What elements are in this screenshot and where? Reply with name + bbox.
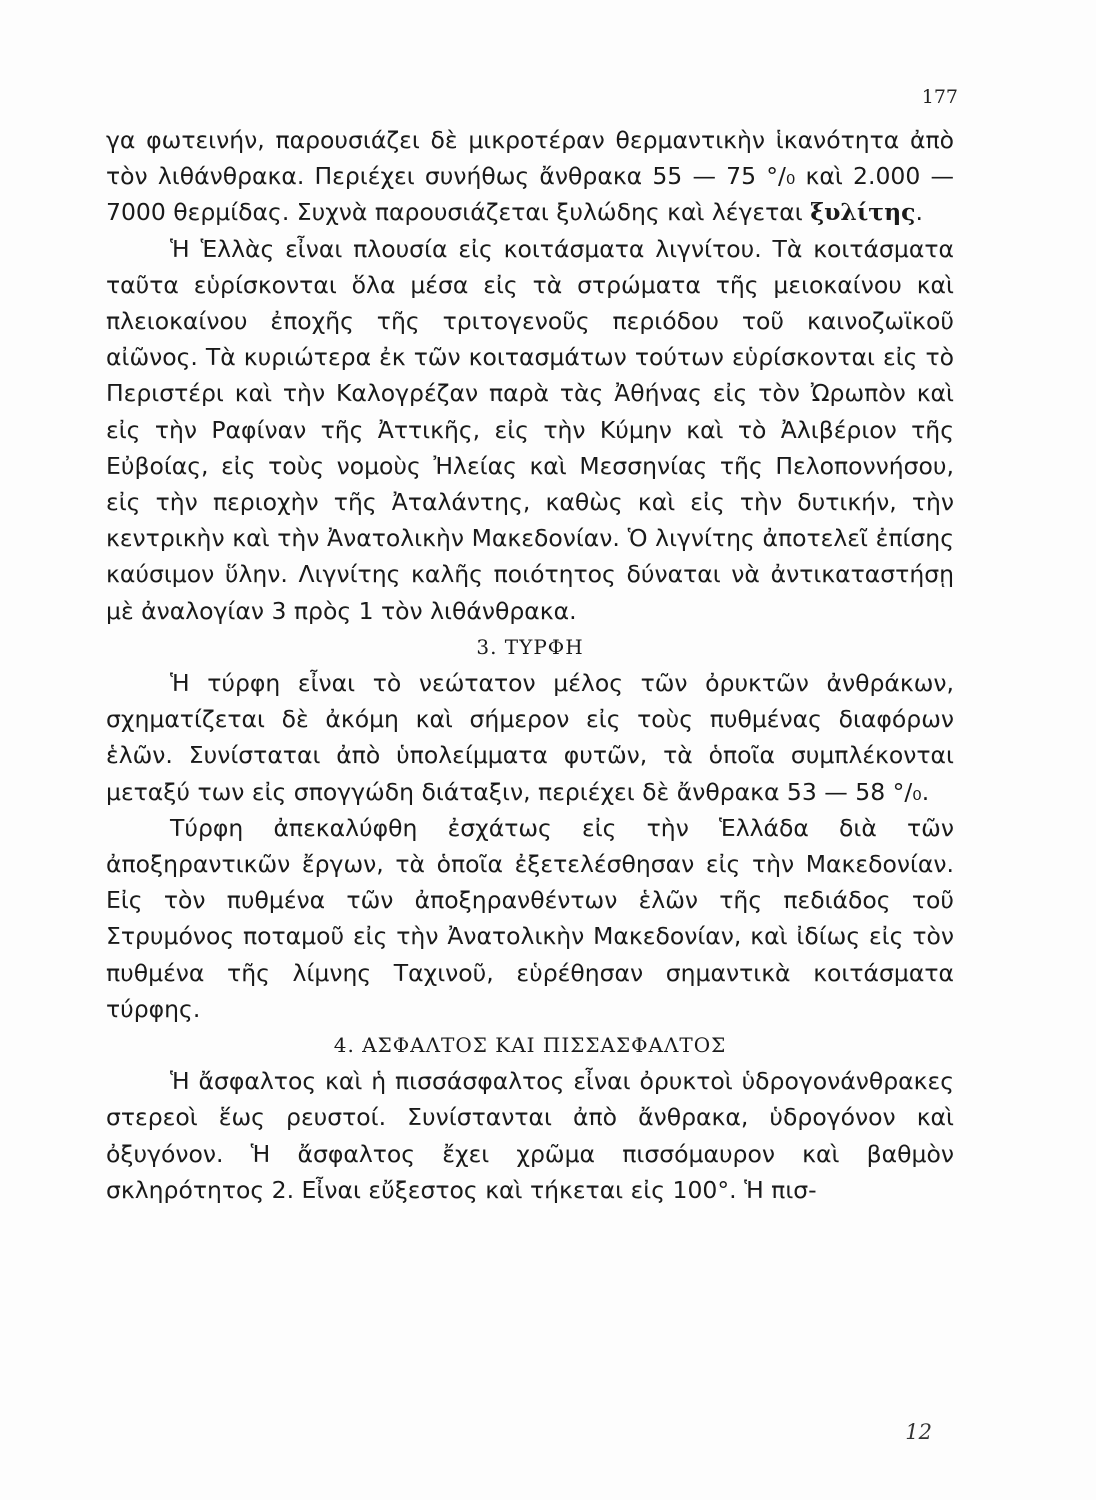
section-heading-peat: 3. ΤΥΡΦΗ [476,634,584,659]
term-xylitis: ξυλίτης [810,198,916,227]
paragraph-peat-greece: Τύρφη ἀπεκαλύφθη ἐσχάτως εἰς τὴν Ἑλλάδα διὰ τῶν ἀποξηραντικῶν ἔργων, τὰ ὁποῖα ἐξετελέσθησαν εἰς τὴν Μακεδονίαν. Εἰς τὸν πυθμένα τῶν ἀποξηρανθέντων ἑλῶν τῆς πεδιάδος τοῦ Στρυμόνος ποταμοῦ εἰς τὴν Ἀνατολικὴν Μακεδονίαν, καὶ ἰδίως εἰς τὸν πυθμένα τῆς λίμνης Ταχινοῦ, εὑρέθησαν σημαντικὰ κοιτάσματα τύρφης. [106,813,954,1023]
paragraph-continued-text: γα φωτεινήν, παρουσιάζει δὲ μικροτέραν θερμαντικὴν ἱκανότητα ἀπὸ τὸν λιθάνθρακα. Περιέχει συνήθως ἄνθρακα 55 — 75 °/₀ καὶ 2.000 — 7000 θερμίδας. Συχνὰ παρουσιάζεται ξυλώδης καὶ λέγεται [106,126,954,227]
signature-mark: 12 [905,1420,932,1444]
section-heading-asphalt: 4. ΑΣΦΑΛΤΟΣ ΚΑΙ ΠΙΣΣΑΣΦΑΛΤΟΣ [333,1033,727,1058]
body-text [106,122,954,1208]
paragraph-asphalt: Ἡ ἄσφαλτος καὶ ἡ πισσάσφαλτος εἶναι ὀρυκτοὶ ὑδρογονάνθρακες στερεοὶ ἕως ρευστοί. Συνίστανται ἀπὸ ἄνθρακα, ὑδρογόνον καὶ ὀξυγόνον. Ἡ ἄσφαλτος ἔχει χρῶμα πισσόμαυρον καὶ βαθμὸν σκληρότητος 2. Εἶναι εὔξεστος καὶ τήκεται εἰς 100°. Ἡ πισ- [106,1067,954,1204]
paragraph-continued-end: . [915,198,923,227]
paragraph-continued [106,122,954,231]
page-number: 177 [921,86,958,108]
paragraph-lignite-greece: Ἡ Ἑλλὰς εἶναι πλουσία εἰς κοιτάσματα λιγνίτου. Τὰ κοιτάσματα ταῦτα εὑρίσκονται ὅλα μέσα εἰς τὰ στρώματα τῆς μειοκαίνου καὶ πλειοκαίνου ἐποχῆς τῆς τριτογενοῦς περιόδου τοῦ καινοζωϊκοῦ αἰῶνος. Τὰ κυριώτερα ἐκ τῶν κοιτασμάτων τούτων εὑρίσκονται εἰς τὸ Περιστέρι καὶ τὴν Καλογρέζαν παρὰ τὰς Ἀθήνας εἰς τὸν Ὠρωπὸν καὶ εἰς τὴν Ραφίναν τῆς Ἀττικῆς, εἰς τὴν Κύμην καὶ τὸ Ἀλιβέριον τῆς Εὐβοίας, εἰς τοὺς νομοὺς Ἠλείας καὶ Μεσσηνίας τῆς Πελοποννήσου, εἰς τὴν περιοχὴν τῆς Ἀταλάντης, καθὼς καὶ εἰς τὴν δυτικήν, τὴν κεντρικὴν καὶ τὴν Ἀνατολικὴν Μακεδονίαν. Ὁ λιγνίτης ἀποτελεῖ ἐπίσης καύσιμον ὕλην. Λιγνίτης καλῆς ποιότητος δύναται νὰ ἀντικαταστήσῃ μὲ ἀναλογίαν 3 πρὸς 1 τὸν λιθάνθρακα. [106,234,954,625]
paragraph-peat-definition: Ἡ τύρφη εἶναι τὸ νεώτατον μέλος τῶν ὀρυκτῶν ἀνθράκων, σχηματίζεται δὲ ἀκόμη καὶ σήμερον εἰς τοὺς πυθμένας διαφόρων ἑλῶν. Συνίσταται ἀπὸ ὑπολείμματα φυτῶν, τὰ ὁποῖα συμπλέκονται μεταξύ των εἰς σπογγώδη διάταξιν, περιέχει δὲ ἄνθρακα 53 — 58 °/₀. [106,669,954,806]
